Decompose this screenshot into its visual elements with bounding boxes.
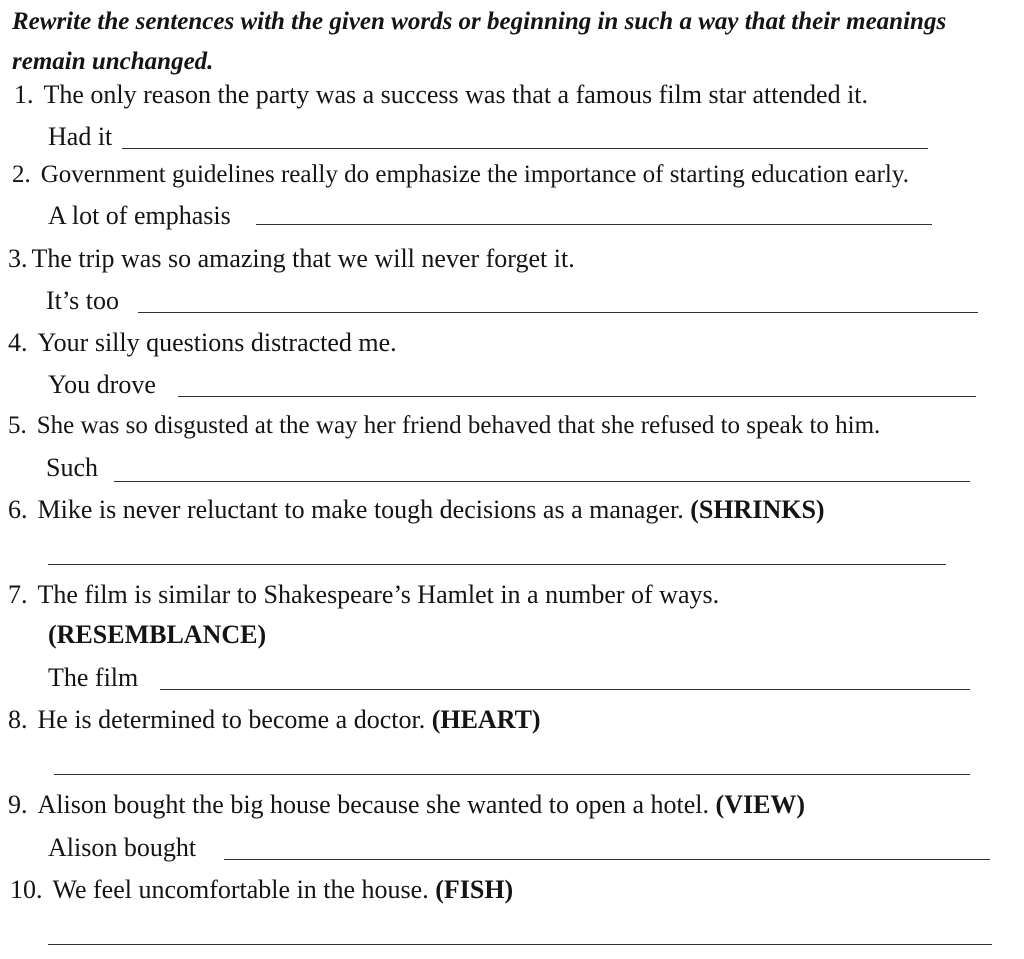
answer-blank-5[interactable]	[114, 481, 970, 482]
question-number: 1.	[14, 80, 34, 109]
answer-blank-7[interactable]	[160, 689, 970, 690]
answer-prompt-3: It’s too	[46, 286, 119, 315]
keyword: (VIEW)	[715, 790, 806, 819]
question-9	[8, 788, 805, 822]
answer-prompt-7: The film	[48, 663, 139, 692]
keyword: (SHRINKS)	[690, 495, 825, 524]
answer-prompt-2: A lot of emphasis	[48, 201, 231, 230]
question-sentence: Mike is never reluctant to make tough decisions as a manager.	[37, 495, 684, 524]
keyword: (RESEMBLANCE)	[48, 620, 267, 649]
answer-blank-2[interactable]	[256, 224, 932, 225]
answer-blank-9[interactable]	[224, 859, 990, 860]
answer-blank-6[interactable]	[48, 564, 946, 565]
question-number: 4.	[8, 328, 28, 357]
question-sentence: She was so disgusted at the way her friend behaved that she refused to speak to him.	[36, 412, 881, 439]
question-number: 10.	[10, 875, 43, 904]
instructions: Rewrite the sentences with the given words or beginning in such a way that their meanings remain unchanged.	[12, 8, 947, 75]
question-number: 6.	[8, 495, 28, 524]
question-number: 5.	[8, 412, 27, 439]
answer-blank-8[interactable]	[54, 774, 970, 775]
question-10	[10, 873, 513, 907]
question-number: 7.	[8, 580, 28, 609]
question-sentence: He is determined to become a doctor.	[37, 705, 426, 734]
question-sentence: We feel uncomfortable in the house.	[52, 875, 429, 904]
question-sentence: Government guidelines really do emphasize the importance of starting education early.	[40, 161, 909, 188]
question-3	[8, 242, 575, 276]
answer-blank-10[interactable]	[48, 944, 992, 945]
answer-prompt-4: You drove	[48, 370, 156, 399]
answer-blank-1[interactable]	[122, 148, 928, 149]
question-7	[8, 578, 719, 612]
answer-prompt-9: Alison bought	[48, 833, 197, 862]
question-number: 2.	[12, 161, 31, 188]
question-5	[8, 409, 880, 443]
question-sentence: Your silly questions distracted me.	[37, 328, 397, 357]
question-7-keyword	[48, 618, 266, 652]
keyword: (HEART)	[431, 705, 541, 734]
question-sentence: The trip was so amazing that we will never forget it.	[31, 244, 575, 273]
question-1	[14, 78, 868, 112]
answer-prompt-5: Such	[46, 453, 98, 482]
question-2	[12, 158, 909, 192]
answer-blank-4[interactable]	[178, 396, 976, 397]
question-sentence: The only reason the party was a success was that a famous film star attended it.	[43, 80, 869, 109]
keyword: (FISH)	[435, 875, 514, 904]
question-number: 8.	[8, 705, 28, 734]
answer-blank-3[interactable]	[138, 312, 978, 313]
answer-prompt-1: Had it	[48, 122, 113, 151]
question-6	[8, 493, 825, 527]
question-4	[8, 326, 397, 360]
question-sentence: The film is similar to Shakespeare’s Hamlet in a number of ways.	[37, 580, 720, 609]
question-number: 3.	[8, 244, 28, 273]
question-number: 9.	[8, 790, 28, 819]
question-8	[8, 703, 541, 737]
question-sentence: Alison bought the big house because she wanted to open a hotel.	[37, 790, 710, 819]
